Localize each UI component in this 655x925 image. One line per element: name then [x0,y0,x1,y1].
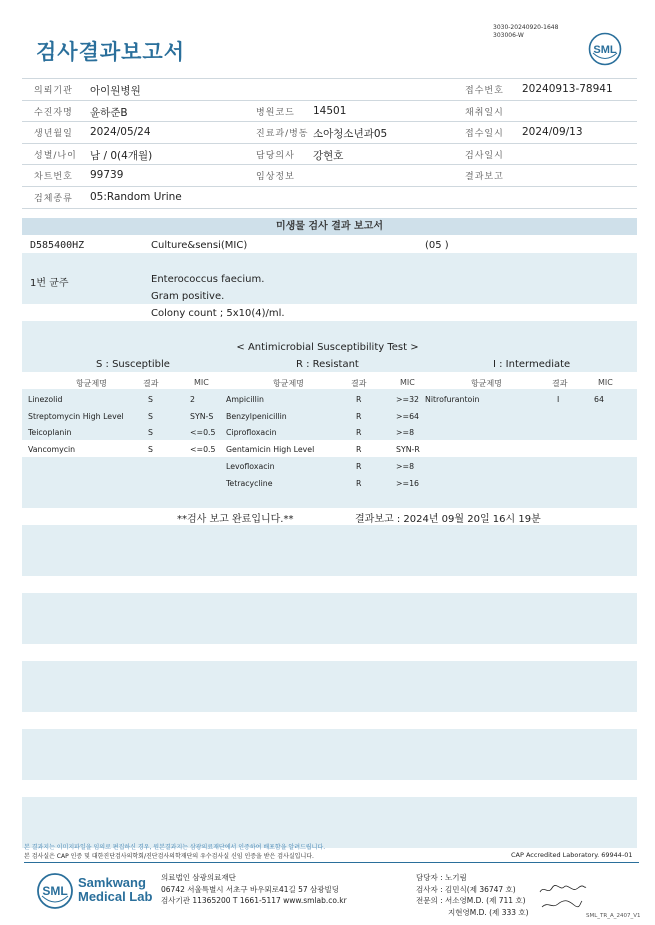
info-label-l2: 담당의사 [256,150,295,161]
row-band [22,695,637,712]
drug-mic: >=8 [396,428,415,438]
drug-result: S [148,445,153,455]
drug-result: R [356,428,362,438]
info-value-v2: 소아청소년과05 [313,128,388,141]
page-title: 검사결과보고서 [36,40,186,64]
sml-logo [588,32,622,66]
info-value-v1: 윤하준B [90,106,128,119]
drug-result: R [356,411,362,421]
drug-mic: 2 [190,395,195,404]
drug-result: R [356,445,362,455]
legend-intermediate: I : Intermediate [493,359,571,370]
row-band [22,712,637,729]
staff-manager: 담당자 : 노기림 [416,873,467,882]
info-row [22,144,637,166]
drug-result: I [557,395,560,404]
info-value-v1: 2024/05/24 [90,126,151,139]
row-band [22,270,637,287]
info-value-v1: 남 / 0(4개월) [90,149,153,162]
drug-mic: >=32 [396,395,419,404]
row-band [22,797,637,814]
info-label-l3: 접수번호 [465,86,504,96]
signature-2 [540,896,584,915]
drug-mic: SYN-R [396,445,420,455]
info-label-l3: 검사일시 [465,150,504,161]
drug-name: Benzylpenicillin [226,411,287,421]
logo-text: SML [593,44,617,56]
drug-mic: <=0.5 [190,428,216,438]
header-drug: 항균제명 [273,379,304,388]
info-value-v1: 05:Random Urine [90,190,182,203]
header-result: 결과 [143,379,159,388]
drug-mic: <=0.5 [190,445,216,455]
row-band [22,780,637,797]
info-value-v3: 20240913-78941 [522,83,613,95]
doc-code-1: 3030-20240920-1648 [493,24,559,31]
info-value-v2: 강현호 [313,149,344,162]
doc-code-2: 303006-W [493,32,524,39]
row-band [22,542,637,559]
row-band [22,610,637,627]
drug-name: Ampicillin [226,395,264,404]
drug-result: S [148,428,153,438]
staff-info [416,872,529,918]
info-row [22,165,637,187]
drug-result: R [356,478,362,488]
row-band [22,304,637,321]
info-value-v3: 2024/09/13 [522,126,583,139]
info-row [22,187,637,209]
row-band [22,287,637,304]
row-band [22,559,637,576]
info-label-l3: 결과보고 [465,172,504,183]
info-row [22,101,637,123]
info-label-l1: 검체종류 [34,193,73,204]
footer-divider [24,862,639,863]
test-number: (05 ) [425,240,449,251]
organism-name: Enterococcus faecium. [151,274,265,285]
row-band [22,389,637,406]
footer-logo [36,872,74,914]
form-code: SML_TR_A_2407_V1 [586,913,641,919]
row-band [22,423,637,440]
row-band [22,644,637,661]
drug-name: Vancomycin [28,445,76,455]
header-drug: 항균제명 [76,379,107,388]
info-label-l3: 접수일시 [465,129,504,140]
row-band [22,525,637,542]
row-band [22,729,637,746]
drug-mic: SYN-S [190,411,214,421]
drug-mic: >=64 [396,411,419,421]
drug-mic: >=16 [396,478,419,488]
row-band [22,508,637,525]
header-result: 결과 [351,379,367,388]
patient-info-table [22,78,637,209]
drug-mic: 64 [594,395,604,404]
row-band [22,627,637,644]
brand-line-2: Medical Lab [78,889,153,904]
drug-name: Nitrofurantoin [425,395,480,404]
info-row [22,78,637,101]
info-label-l1: 생년월일 [34,129,73,140]
info-label-l2: 병원코드 [256,107,295,118]
drug-result: R [356,461,362,471]
test-code: D585400HZ [30,240,85,251]
org-address: 06742 서울특별시 서초구 바우뫼로41길 57 삼광빌딩 [161,884,340,894]
result-report-time: 결과보고 : 2024년 09월 20일 16시 19분 [355,514,541,525]
row-band [22,236,637,253]
header-result: 결과 [552,379,568,388]
row-band [22,576,637,593]
section-title: 미생물 검사 결과 보고서 [22,218,637,235]
row-band [22,746,637,763]
header-mic: MIC [598,378,613,387]
footer-note-1: 본 결과지는 이미지파일을 임의로 편집하신 경우, 원본결과지는 삼광의료재단에서 인증하여 배포함을 알려드립니다. [24,844,326,851]
row-band [22,491,637,508]
test-name: Culture&sensi(MIC) [151,240,248,251]
row-band [22,661,637,678]
drug-name: Gentamicin High Level [226,445,315,455]
info-label-l1: 성별/나이 [34,150,77,161]
ast-title: < Antimicrobial Susceptibility Test > [236,342,419,353]
header-mic: MIC [194,378,209,387]
drug-name: Tetracycline [226,478,273,488]
colony-count: Colony count ; 5x10(4)/ml. [151,308,285,319]
row-band [22,593,637,610]
drug-name: Levofloxacin [226,461,275,471]
info-value-v2: 14501 [313,104,347,117]
drug-mic: >=8 [396,461,415,471]
document-codes [493,24,558,40]
row-band [22,474,637,491]
info-row [22,122,637,144]
info-label-l1: 수진자명 [34,107,73,118]
org-info [161,872,347,907]
info-label-l1: 의뢰기관 [34,86,73,96]
brand-name [78,876,152,904]
staff-examiner: 검사자 : 김민식(제 36747 호) [416,884,516,894]
row-band [22,814,637,831]
organism-label: 1번 균주 [30,278,69,289]
cap-accreditation: CAP Accredited Laboratory. 69944-01 [511,851,633,859]
drug-name: Teicoplanin [28,428,72,438]
row-band [22,372,637,389]
staff-specialist-2: 지현영M.D. (제 333 호) [448,907,529,917]
legend-resistant: R : Resistant [296,359,359,370]
org-contact: 검사기관 11365200 T 1661-5117 www.smlab.co.kr [161,896,347,905]
legend-susceptible: S : Susceptible [96,359,170,370]
info-value-v1: 99739 [90,169,124,182]
drug-name: Ciprofloxacin [226,428,277,438]
gram-stain: Gram positive. [151,291,225,302]
staff-specialist-1: 전문의 : 서소영M.D. (제 711 호) [416,896,526,905]
footer-note-2: 본 검사실은 CAP 인증 및 대한진단검사의학회/진단검사의학재단의 우수검사실 신임 인증을 받은 검사실입니다. [24,853,314,860]
row-band [22,457,637,474]
drug-name: Streptomycin High Level [28,411,124,421]
row-band [22,678,637,695]
row-band [22,440,637,457]
row-band [22,321,637,338]
drug-result: S [148,395,153,404]
row-band [22,763,637,780]
row-band [22,253,637,270]
drug-result: R [356,395,362,404]
brand-line-1: Samkwang [78,875,146,890]
report-complete: **검사 보고 완료입니다.** [177,514,294,525]
footer-logo-text: SML [42,884,68,898]
info-label-l3: 채취일시 [465,107,504,118]
info-value-v1: 아이원병원 [90,85,141,97]
info-label-l2: 임상정보 [256,172,295,183]
info-label-l2: 진료과/병동 [256,129,309,140]
info-label-l1: 차트번호 [34,172,73,183]
header-mic: MIC [400,378,415,387]
org-name: 의료법인 삼광의료재단 [161,873,236,882]
drug-result: S [148,411,153,421]
header-drug: 항균제명 [471,379,502,388]
drug-name: Linezolid [28,395,63,404]
